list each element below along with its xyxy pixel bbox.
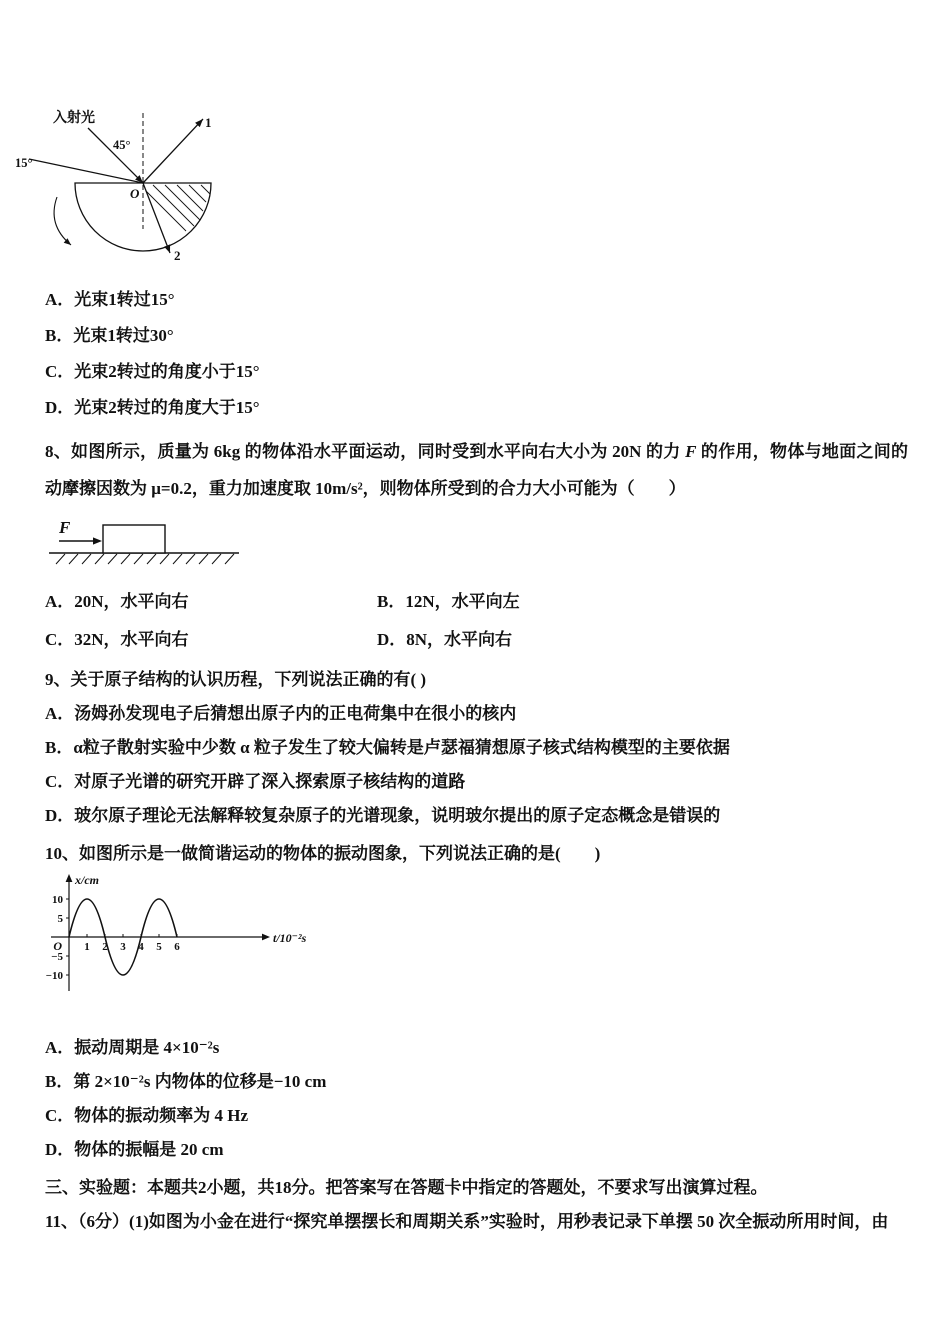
incident-ray — [88, 128, 143, 183]
force-arrowhead-icon — [93, 537, 102, 544]
q8-options — [45, 591, 908, 651]
glass-hatching — [146, 185, 210, 231]
x-tick-3: 3 — [120, 941, 126, 953]
q9-option-b: B．α粒子散射实验中少数 α 粒子发生了较大偏转是卢瑟福猜想原子核式结构模型的主要依据 — [45, 738, 730, 757]
q7-option-d: D．光束2转过的角度大于15° — [45, 398, 260, 417]
beam2-ray — [143, 183, 170, 253]
q11-stem: 11、（6分）(1)如图为小金在进行“探究单摆摆长和周期关系”实验时，用秒表记录下单摆 50 次全振动所用时间，由 — [45, 1212, 889, 1231]
q8-stem — [45, 433, 908, 507]
q8-option-d: D．8N，水平向右 — [377, 630, 513, 649]
optics-refraction-diagram — [13, 103, 253, 273]
q7-option-c: C．光束2转过的角度小于15° — [45, 362, 260, 381]
angle-45-label: 45° — [113, 138, 131, 152]
q9-option-c: C．对原子光谱的研究开辟了深入探索原子核结构的道路 — [45, 772, 466, 791]
q8-force-symbol: F — [685, 442, 697, 461]
q8-option-a: A．20N，水平向右 — [45, 592, 189, 611]
point-o-label: O — [130, 186, 140, 201]
x-axis-arrowhead-icon — [262, 934, 270, 941]
y-tick-neg5: −5 — [51, 951, 63, 963]
force-label: F — [59, 518, 71, 537]
q7-option-a: A．光束1转过15° — [45, 290, 175, 309]
y-tick-5: 5 — [57, 913, 63, 925]
q10-option-b: B．第 2×10⁻²s 内物体的位移是−10 cm — [45, 1072, 327, 1091]
beam1-ray — [143, 119, 203, 183]
rotated-surface-line — [29, 159, 143, 183]
q8-stem-text-post: 的作用，物体与地面之间的动摩擦因数为 μ=0.2，重力加速度取 10m/s²，则物体所受到的合力大小可能为（ ） — [45, 442, 908, 498]
q10-option-c: C．物体的振动频率为 4 Hz — [45, 1106, 249, 1125]
ground-hatching — [56, 554, 234, 564]
q8-stem-text-pre: 8、如图所示，质量为 6kg 的物体沿水平面运动，同时受到水平向右大小为 20N 的力 — [45, 442, 686, 461]
q10-stem: 10、如图所示是一做简谐运动的物体的振动图象，下列说法正确的是( ) — [45, 844, 601, 863]
q8-option-c: C．32N，水平向右 — [45, 630, 189, 649]
rotation-arrow — [54, 197, 71, 245]
force-block-diagram — [47, 513, 247, 571]
section3-heading: 三、实验题：本题共2小题，共18分。把答案写在答题卡中指定的答题处，不要求写出演算过程。 — [45, 1178, 768, 1197]
x-tick-5: 5 — [156, 941, 162, 953]
graph-origin-label: O — [53, 939, 62, 953]
y-tick-neg10: −10 — [45, 970, 63, 982]
q9-option-d: D．玻尔原子理论无法解释较复杂原子的光谱现象，说明玻尔提出的原子定态概念是错误的 — [45, 806, 721, 825]
beam2-arrowhead-icon — [164, 244, 170, 253]
q9-stem: 9、关于原子结构的认识历程，下列说法正确的有( ) — [45, 670, 427, 689]
x-tick-4: 4 — [138, 941, 144, 953]
block-rect — [103, 525, 165, 553]
y-tick-10: 10 — [52, 894, 63, 906]
q10-option-a: A．振动周期是 4×10⁻²s — [45, 1038, 220, 1057]
incident-light-label: 入射光 — [53, 111, 95, 126]
graph-ylabel: x/cm — [75, 873, 99, 887]
beam1-label: 1 — [205, 115, 212, 130]
x-tick-2: 2 — [102, 941, 108, 953]
graph-xlabel: t/10⁻²s — [273, 931, 307, 945]
angle-15-label: 15° — [15, 156, 33, 170]
q10-option-d: D．物体的振幅是 20 cm — [45, 1140, 224, 1159]
x-tick-6: 6 — [174, 941, 180, 953]
q9-option-a: A．汤姆孙发现电子后猜想出原子内的正电荷集中在很小的核内 — [45, 704, 517, 723]
q7-option-b: B．光束1转过30° — [45, 326, 174, 345]
shm-vibration-graph — [33, 871, 323, 1011]
beam2-label: 2 — [174, 248, 181, 263]
q8-option-b: B．12N，水平向左 — [377, 592, 520, 611]
y-axis-arrowhead-icon — [66, 874, 73, 882]
x-tick-1: 1 — [84, 941, 90, 953]
